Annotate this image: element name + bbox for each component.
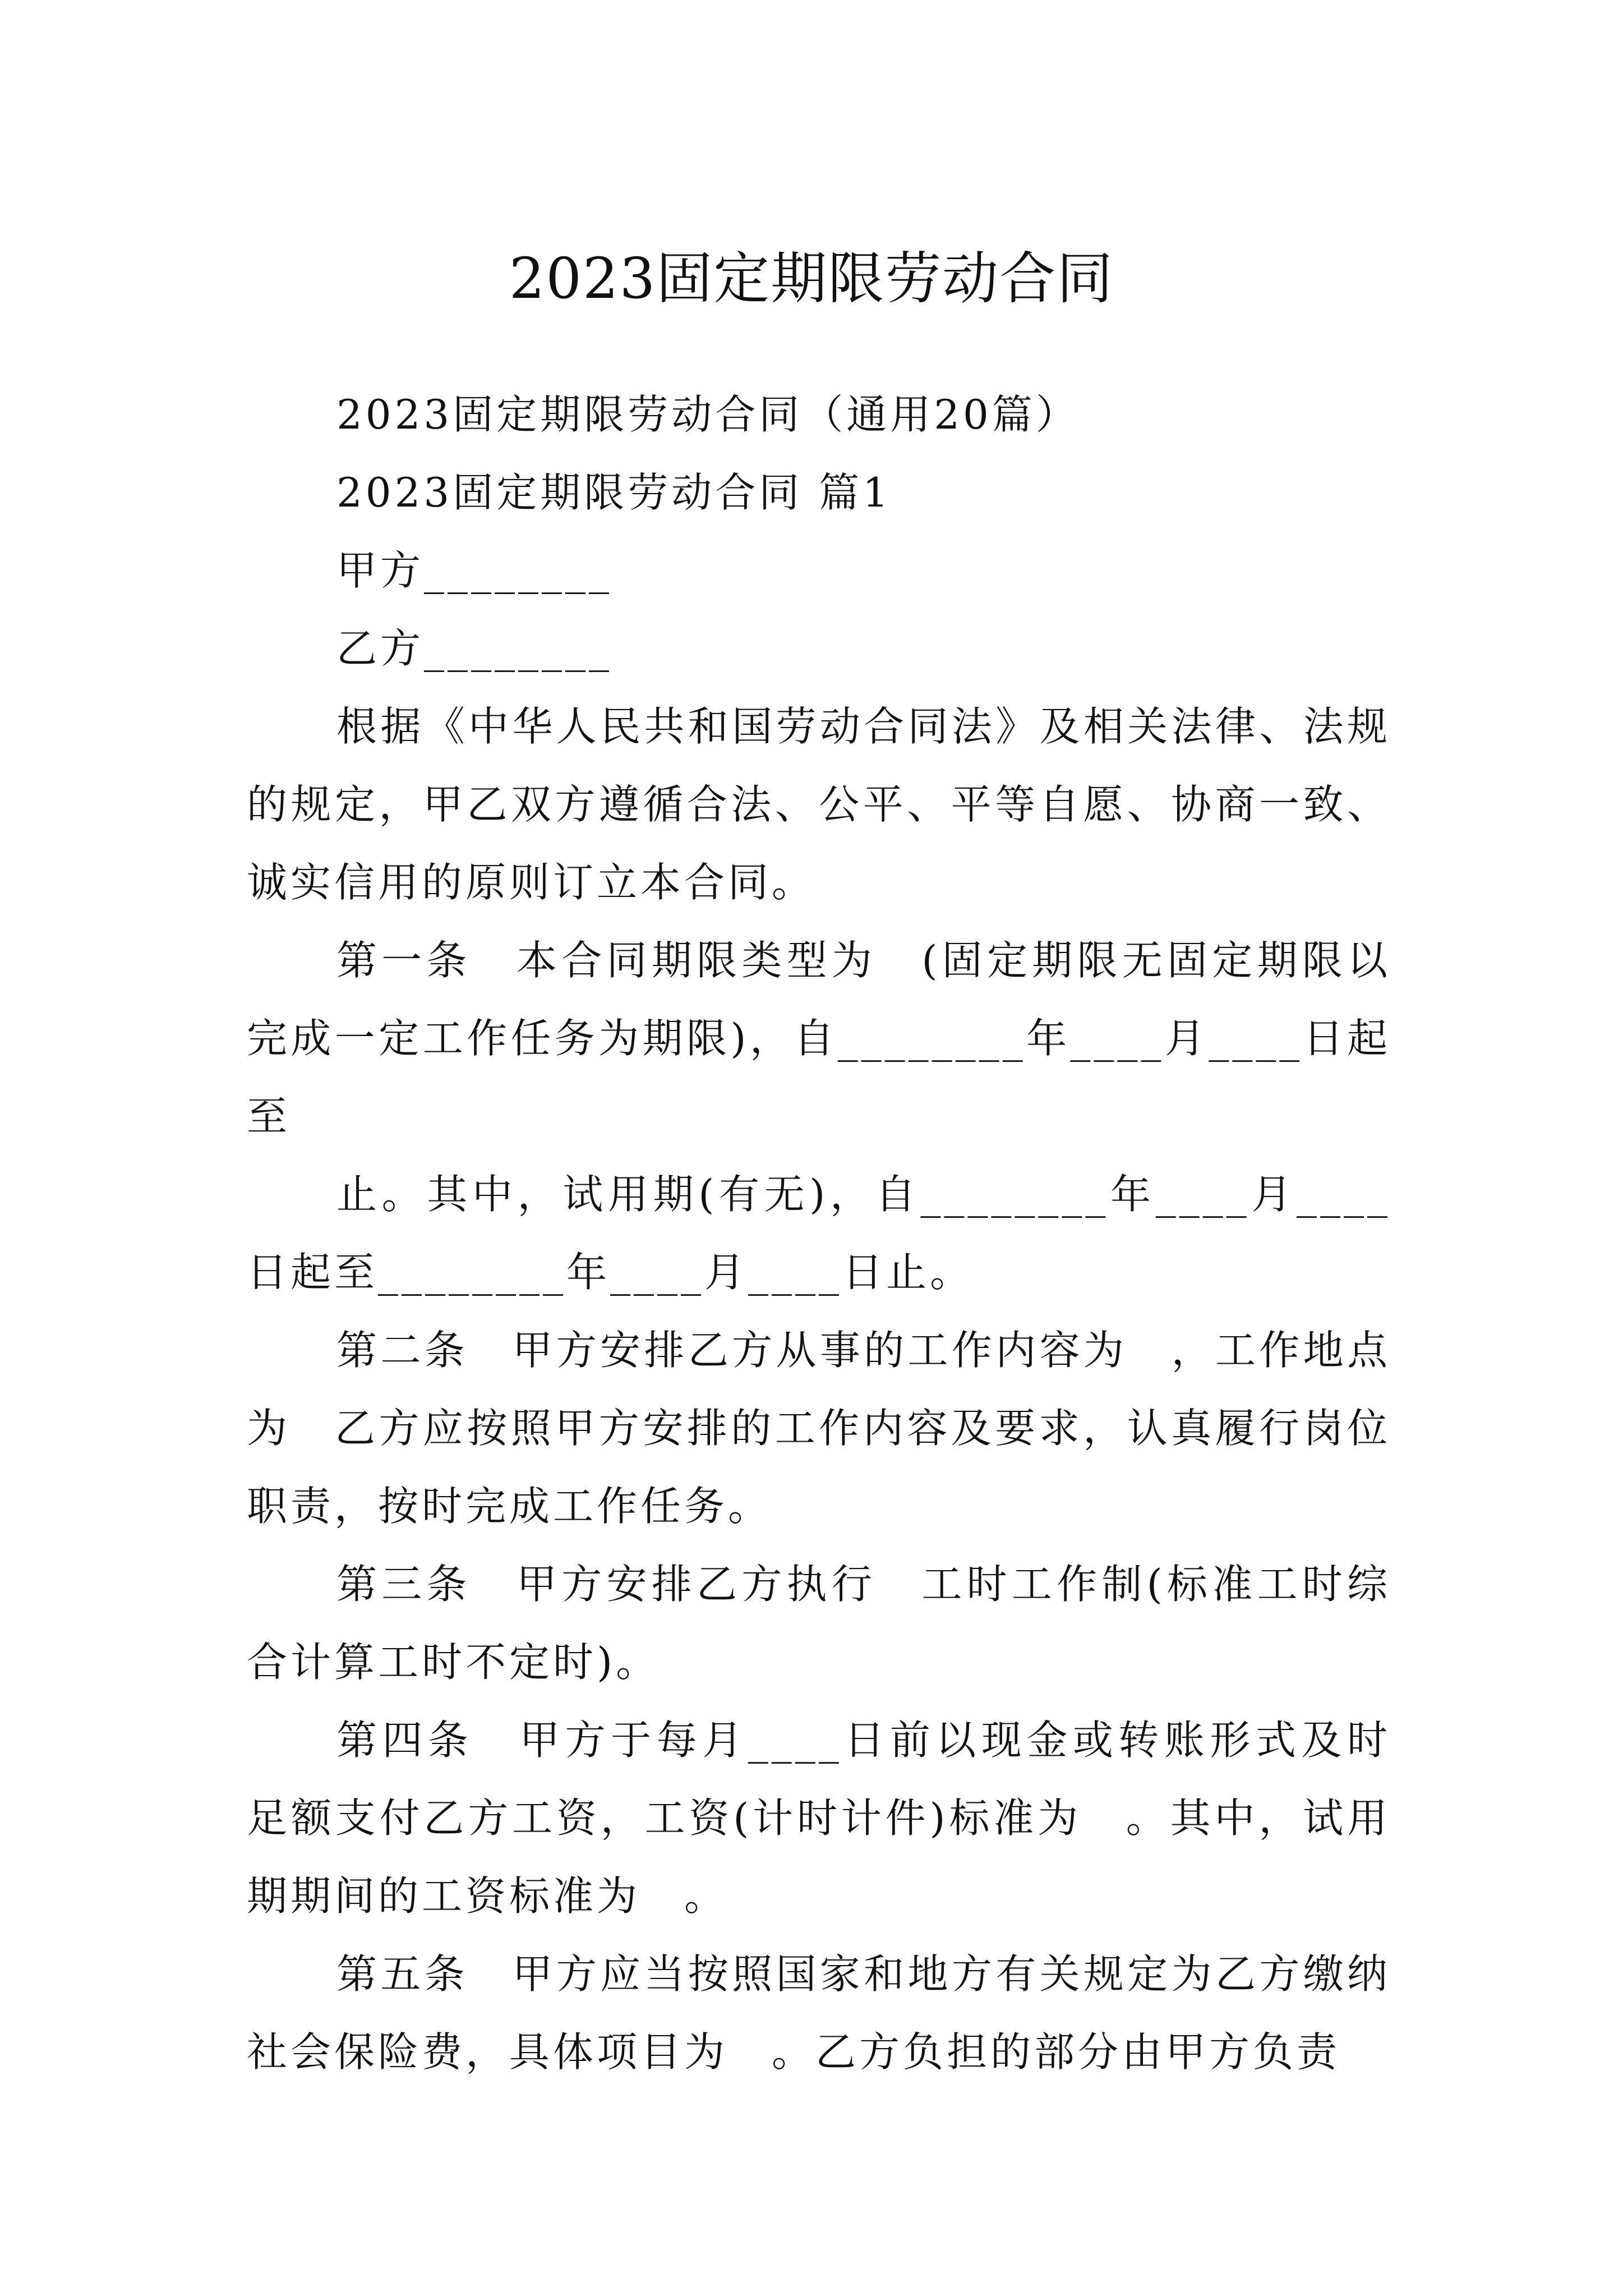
- subtitle-line: 2023固定期限劳动合同（通用20篇）: [336, 391, 1080, 438]
- article-4-paragraph: 第四条 甲方于每月____日前以现金或转账形式及时足额支付乙方工资，工资(计时计件)标准为 。其中，试用期期间的工资标准为 。: [247, 1717, 1391, 1920]
- article-2-paragraph: 第二条 甲方安排乙方从事的工作内容为 ，工作地点为 乙方应按照甲方安排的工作内容及要求，认真履行岗位职责，按时完成工作任务。: [247, 1327, 1391, 1530]
- article-1-paragraph: 第一条 本合同期限类型为 (固定期限无固定期限以完成一定工作任务为期限)，自________年____月____日起至: [247, 937, 1391, 1140]
- section-heading: 2023固定期限劳动合同 篇1: [336, 469, 892, 516]
- party-a-line: 甲方________: [336, 547, 613, 594]
- article-3-paragraph: 第三条 甲方安排乙方执行 工时工作制(标准工时综合计算工时不定时)。: [247, 1561, 1391, 1686]
- article-5-paragraph: 第五条 甲方应当按照国家和地方有关规定为乙方缴纳社会保险费，具体项目为 。乙方负担的部分由甲方负责: [247, 1950, 1391, 2076]
- document-body: [247, 376, 1391, 2091]
- party-b-line: 乙方________: [336, 625, 613, 672]
- probation-paragraph: 止。其中，试用期(有无)，自________年____月____日起至________年____月____日止。: [247, 1171, 1391, 1296]
- preamble-paragraph: 根据《中华人民共和国劳动合同法》及相关法律、法规的规定，甲乙双方遵循合法、公平、平等自愿、协商一致、诚实信用的原则订立本合同。: [247, 703, 1391, 906]
- document-title: 2023固定期限劳动合同: [509, 246, 1114, 311]
